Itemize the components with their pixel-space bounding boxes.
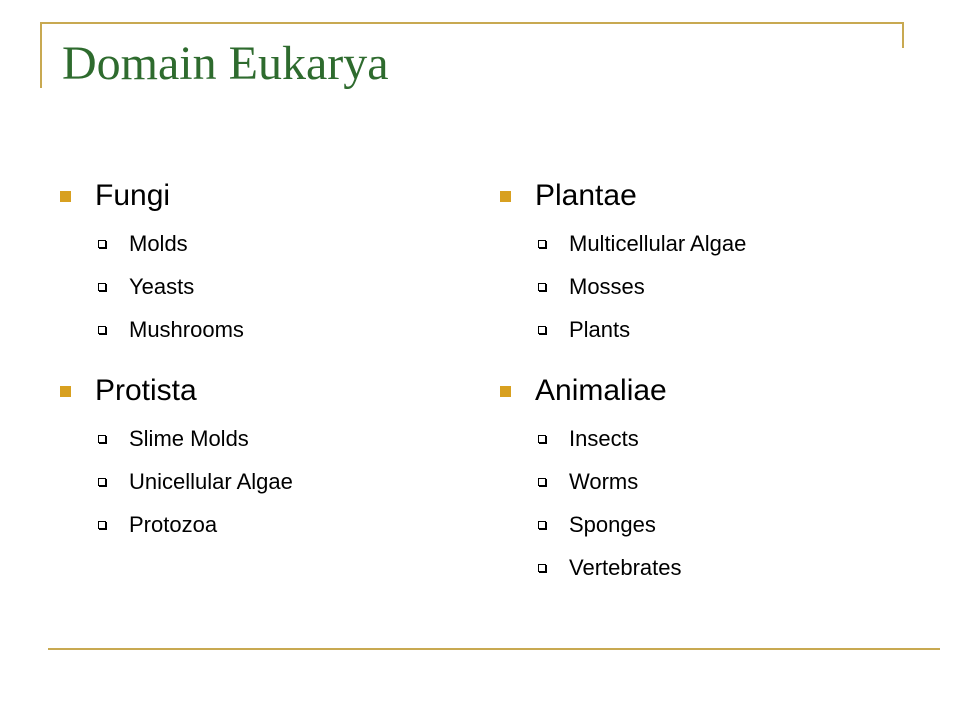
- square-bullet-icon: [60, 386, 71, 397]
- top-rule: [40, 22, 904, 24]
- item-label: Multicellular Algae: [569, 230, 747, 256]
- checkbox-bullet-icon: [538, 240, 546, 248]
- list-item: [60, 265, 293, 308]
- list-item: [500, 546, 746, 589]
- checkbox-bullet-icon: [98, 478, 106, 486]
- group-protista: [60, 365, 293, 546]
- slide-title: Domain Eukarya: [62, 37, 389, 90]
- checkbox-bullet-icon: [538, 478, 546, 486]
- item-list: [500, 417, 746, 589]
- checkbox-bullet-icon: [98, 326, 106, 334]
- group-heading: [60, 365, 293, 417]
- list-item: [60, 460, 293, 503]
- item-label: Vertebrates: [569, 554, 682, 580]
- item-label: Plants: [569, 316, 631, 342]
- group-heading: [60, 170, 293, 222]
- item-label: Mosses: [569, 273, 645, 299]
- item-label: Mushrooms: [129, 316, 244, 342]
- list-item: [60, 503, 293, 546]
- left-column: [60, 170, 293, 560]
- item-label: Molds: [129, 230, 188, 256]
- group-fungi: [60, 170, 293, 351]
- square-bullet-icon: [500, 191, 511, 202]
- group-label: Plantae: [535, 179, 637, 212]
- checkbox-bullet-icon: [538, 564, 546, 572]
- checkbox-bullet-icon: [538, 283, 546, 291]
- item-label: Yeasts: [129, 273, 195, 299]
- right-rule: [902, 22, 904, 48]
- checkbox-bullet-icon: [538, 326, 546, 334]
- checkbox-bullet-icon: [98, 283, 106, 291]
- group-plantae: [500, 170, 746, 351]
- right-column: [500, 170, 746, 603]
- bottom-rule: [48, 648, 940, 650]
- list-item: [500, 460, 746, 503]
- checkbox-bullet-icon: [98, 435, 106, 443]
- item-label: Slime Molds: [129, 425, 249, 451]
- square-bullet-icon: [60, 191, 71, 202]
- item-label: Insects: [569, 425, 639, 451]
- left-rule: [40, 22, 42, 88]
- checkbox-bullet-icon: [538, 435, 546, 443]
- group-label: Fungi: [95, 179, 171, 212]
- checkbox-bullet-icon: [98, 240, 106, 248]
- list-item: [60, 417, 293, 460]
- list-item: [60, 222, 293, 265]
- item-list: [60, 417, 293, 546]
- item-label: Protozoa: [129, 511, 218, 537]
- group-label: Protista: [95, 374, 197, 407]
- checkbox-bullet-icon: [98, 521, 106, 529]
- checkbox-bullet-icon: [538, 521, 546, 529]
- list-item: [500, 308, 746, 351]
- group-heading: [500, 365, 746, 417]
- group-heading: [500, 170, 746, 222]
- item-label: Sponges: [569, 511, 656, 537]
- group-animaliae: [500, 365, 746, 589]
- list-item: [500, 222, 746, 265]
- list-item: [500, 265, 746, 308]
- item-list: [500, 222, 746, 351]
- item-label: Worms: [569, 468, 639, 494]
- item-list: [60, 222, 293, 351]
- list-item: [500, 503, 746, 546]
- group-label: Animaliae: [535, 374, 667, 407]
- square-bullet-icon: [500, 386, 511, 397]
- list-item: [500, 417, 746, 460]
- list-item: [60, 308, 293, 351]
- item-label: Unicellular Algae: [129, 468, 293, 494]
